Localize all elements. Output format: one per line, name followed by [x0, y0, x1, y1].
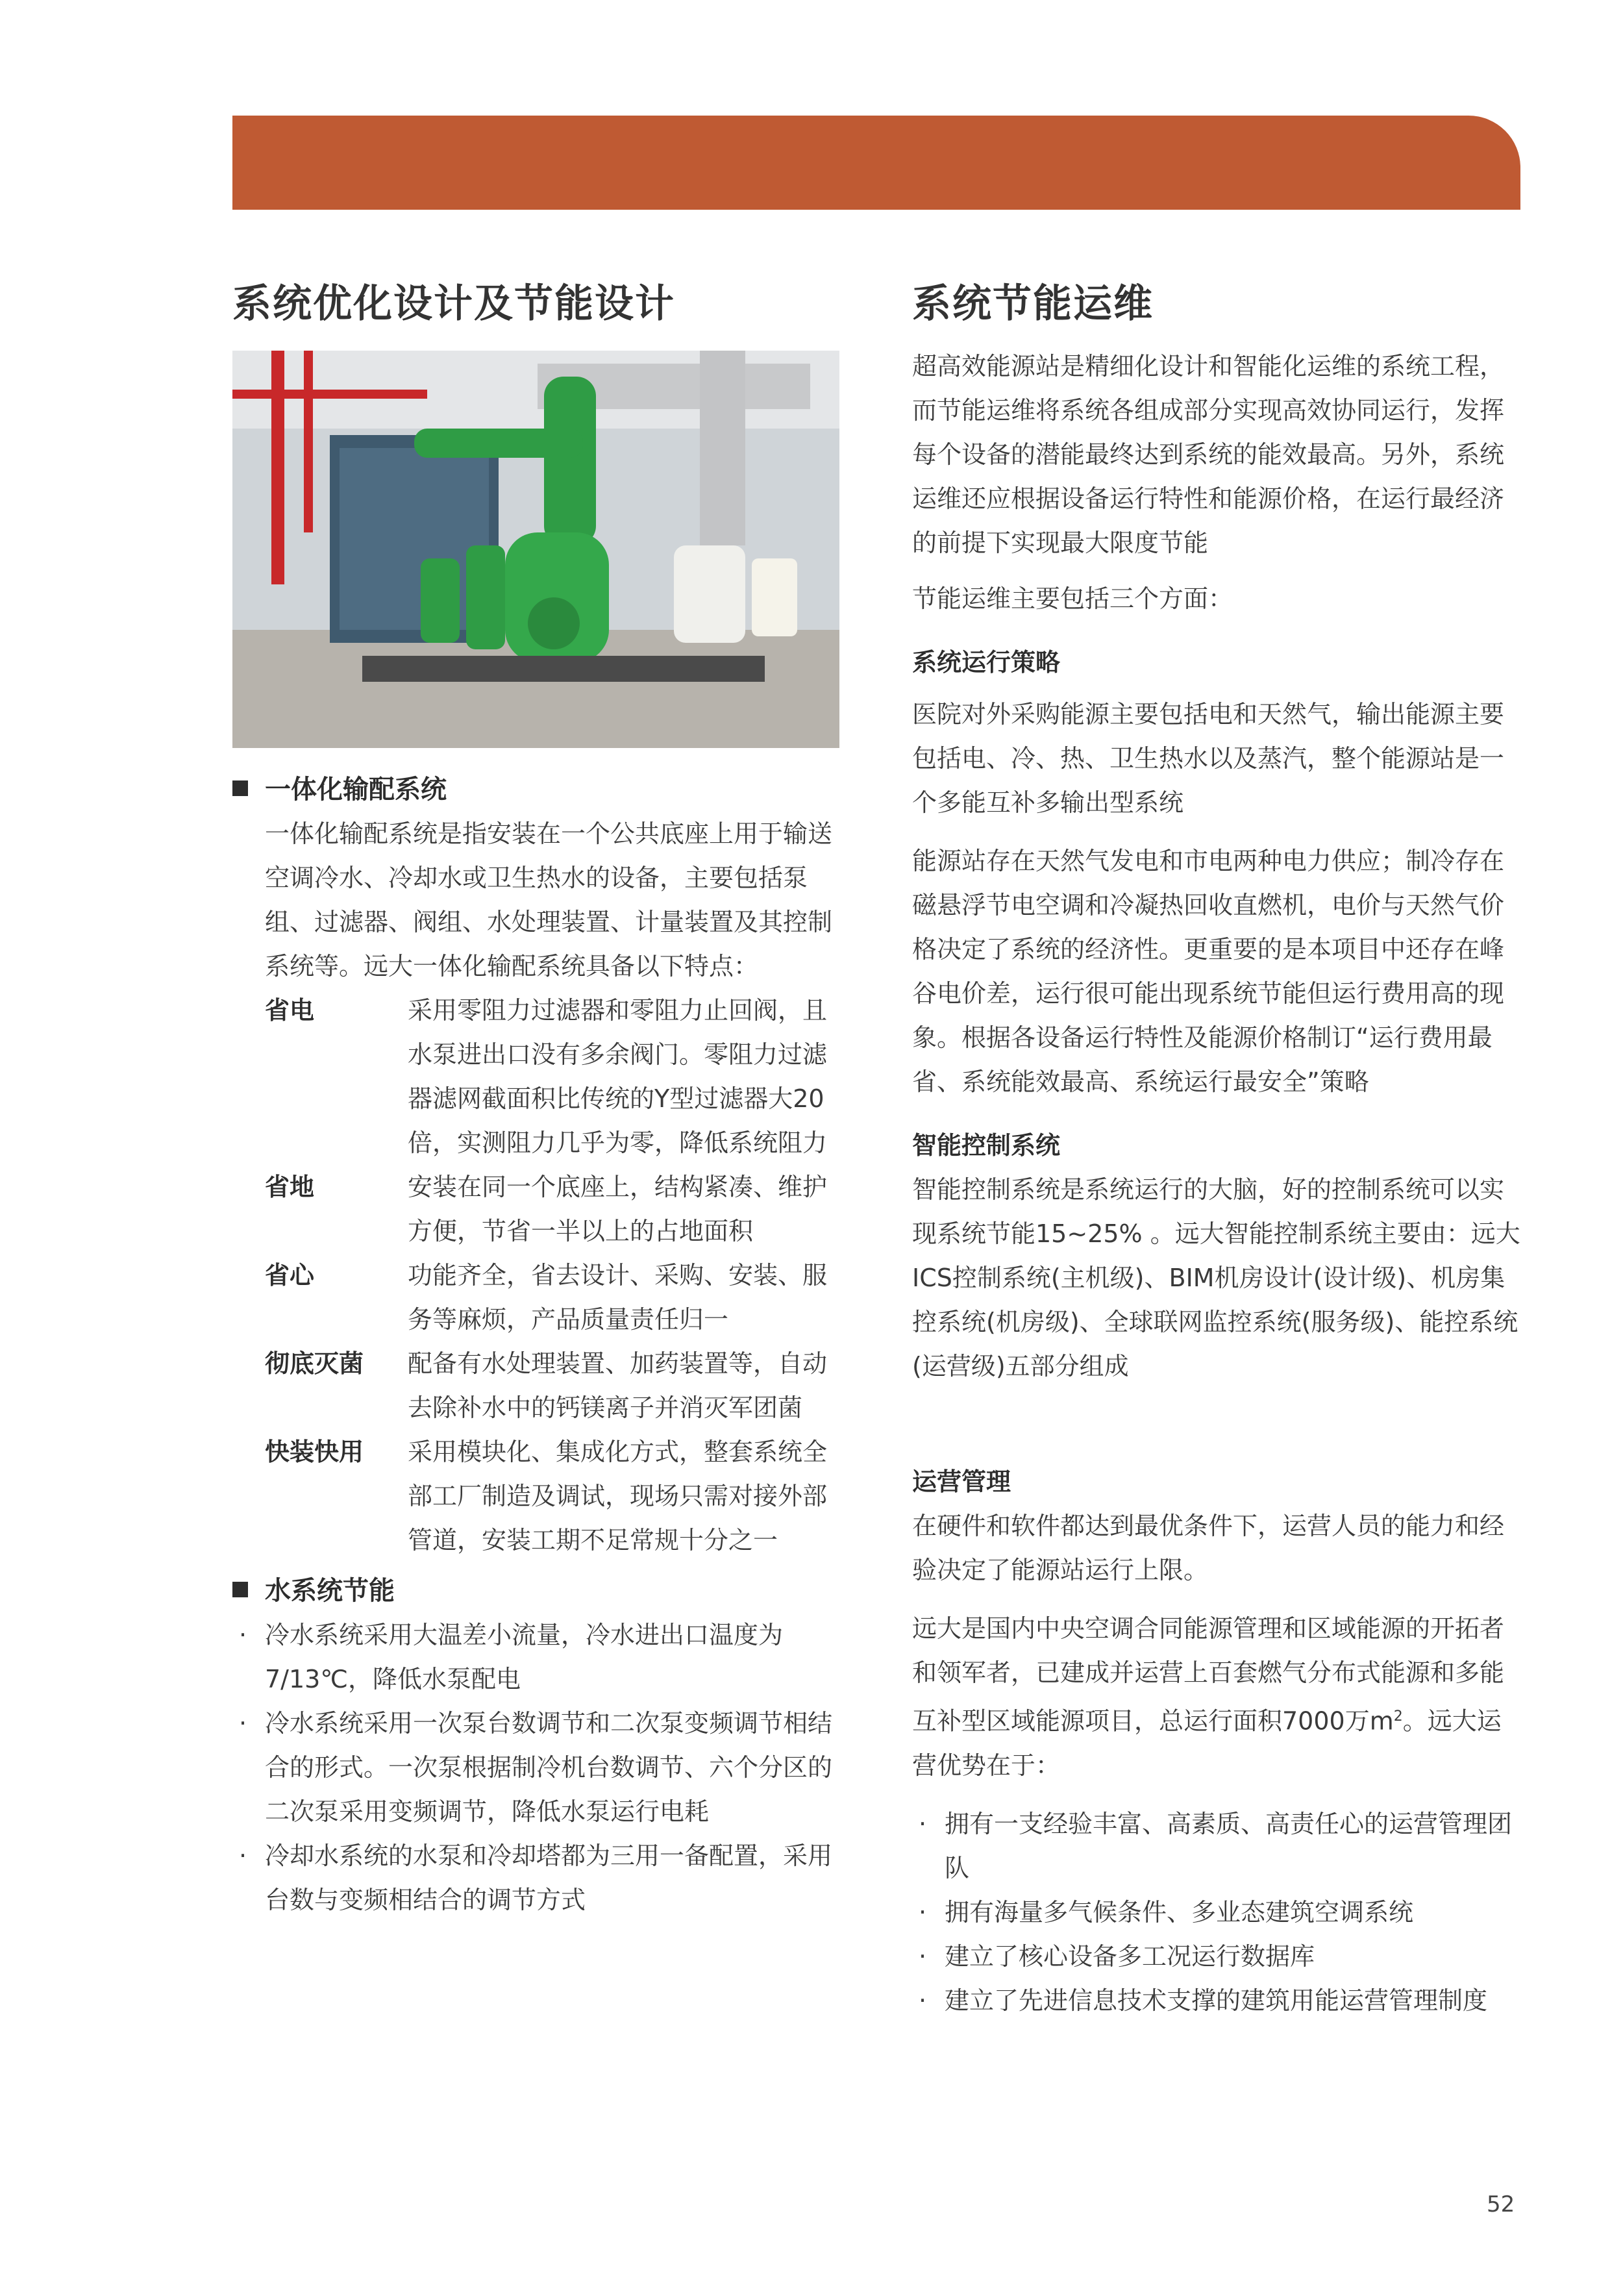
ops-p2-tail: 。远大运营优势在于：	[912, 1706, 1502, 1780]
feature-desc: 采用零阻力过滤器和零阻力止回阀，且水泵进出口没有多余阀门。零阻力过滤器滤网截面积比传统的Y型过滤器大20倍，实测阻力几乎为零，降低系统阻力	[408, 996, 828, 1157]
section-title-transmission	[232, 767, 843, 812]
feature-desc: 采用模块化、集成化方式，整套系统全部工厂制造及调试，现场只需对接外部管道，安装工期不足常规十分之一	[408, 1438, 828, 1554]
bullet-dot-icon: ·	[239, 1709, 247, 1738]
bullet-dot-icon: ·	[239, 1621, 247, 1649]
section-title-text: 水系统节能	[265, 1576, 395, 1606]
bullet-item	[232, 1613, 843, 1701]
feature-term: 省地	[265, 1173, 315, 1201]
equipment-photo-illustration	[232, 351, 839, 748]
bullet-text: 冷水系统采用大温差小流量，冷水进出口温度为7/13℃，降低水泵配电	[265, 1621, 784, 1693]
transmission-intro: 一体化输配系统是指安装在一个公共底座上用于输送空调冷水、冷却水或卫生热水的设备，主要包括泵组、过滤器、阀组、水处理装置、计量装置及其控制系统等。远大一体化输配系统具备以下特点：	[265, 819, 833, 980]
ops-p1: 在硬件和软件都达到最优条件下，运营人员的能力和经验决定了能源站运行上限。	[912, 1512, 1505, 1584]
left-column	[232, 273, 843, 1922]
bullet-item	[232, 1834, 843, 1922]
om-intro: 超高效能源站是精细化设计和智能化运维的系统工程，而节能运维将系统各组成部分实现高效协同运行，发挥每个设备的潜能最终达到系统的能效最高。另外，系统运维还应根据设备运行特性和能源价格，在运行最经济的前提下实现最大限度节能	[912, 352, 1505, 557]
feature-item	[265, 1430, 843, 1562]
bullet-item	[912, 1890, 1522, 1934]
feature-desc: 功能齐全，省去设计、采购、安装、服务等麻烦，产品质量责任归一	[408, 1261, 828, 1334]
control-title: 智能控制系统	[912, 1131, 1061, 1160]
bullet-text: 建立了先进信息技术支撑的建筑用能运营管理制度	[945, 1986, 1488, 2015]
bullet-item	[912, 1978, 1522, 2023]
bullet-text: 建立了核心设备多工况运行数据库	[945, 1941, 1315, 1971]
strategy-p2: 能源站存在天然气发电和市电两种电力供应；制冷存在磁悬浮节电空调和冷凝热回收直燃机，电价与天然气价格决定了系统的经济性。更重要的是本项目中还存在峰谷电价差，运行很可能出现系统节能但运行费用高的现象。根据各设备运行特性及能源价格制订“运行费用最省、系统能效最高、系统运行最安全”策略	[912, 847, 1505, 1096]
bullet-dot-icon: ·	[919, 1986, 927, 2015]
control-p: 智能控制系统是系统运行的大脑，好的控制系统可以实现系统节能15~25% 。远大智能控制系统主要由：远大ICS控制系统(主机级)、BIM机房设计(设计级)、机房集控系统(机房级)、全球联网监控系统(服务级)、能控系统(运营级)五部分组成	[912, 1175, 1520, 1380]
ops-p2	[912, 1606, 1522, 1788]
feature-desc: 配备有水处理装置、加药装置等，自动去除补水中的钙镁离子并消灭军团菌	[408, 1349, 828, 1422]
square-bullet-icon	[232, 780, 248, 796]
equipment-photo	[232, 351, 839, 748]
bullet-dot-icon: ·	[239, 1841, 247, 1870]
feature-item	[265, 1165, 843, 1253]
right-column	[912, 273, 1522, 2023]
left-heading: 系统优化设计及节能设计	[232, 281, 675, 327]
page-number: 52	[1487, 2191, 1515, 2217]
right-heading: 系统节能运维	[912, 281, 1154, 327]
feature-item	[265, 988, 843, 1165]
ops-p2-superscript: 2	[1393, 1708, 1403, 1725]
transmission-body	[232, 812, 843, 1562]
square-bullet-icon	[232, 1582, 248, 1597]
feature-term: 彻底灭菌	[265, 1349, 364, 1378]
water-bullet-list	[232, 1613, 843, 1922]
feature-desc: 安装在同一个底座上，结构紧凑、维护方便，节省一半以上的占地面积	[408, 1173, 828, 1245]
bullet-text: 冷水系统采用一次泵台数调节和二次泵变频调节相结合的形式。一次泵根据制冷机台数调节、六个分区的二次泵采用变频调节，降低水泵运行电耗	[265, 1709, 833, 1826]
feature-term: 省心	[265, 1261, 315, 1290]
bullet-item	[912, 1934, 1522, 1978]
bullet-text: 拥有一支经验丰富、高素质、高责任心的运营管理团队	[945, 1809, 1513, 1882]
bullet-dot-icon: ·	[919, 1809, 927, 1838]
section-title-water-saving	[232, 1569, 843, 1613]
feature-item	[265, 1253, 843, 1341]
feature-term: 省电	[265, 996, 315, 1025]
om-lead: 节能运维主要包括三个方面：	[912, 584, 1233, 613]
strategy-p1: 医院对外采购能源主要包括电和天然气，输出能源主要包括电、冷、热、卫生热水以及蒸汽，整个能源站是一个多能互补多输出型系统	[912, 700, 1505, 817]
bullet-dot-icon: ·	[919, 1941, 927, 1971]
bullet-item	[912, 1802, 1522, 1890]
strategy-title: 系统运行策略	[912, 648, 1061, 677]
feature-item	[265, 1341, 843, 1430]
bullet-item	[232, 1701, 843, 1834]
ops-bullet-list	[912, 1802, 1522, 2023]
ops-p2-text: 远大是国内中央空调合同能源管理和区域能源的开拓者和领军者，已建成并运营上百套燃气分布式能源和多能互补型区域能源项目，总运行面积7000万m	[912, 1614, 1505, 1736]
ops-title: 运营管理	[912, 1467, 1011, 1496]
bullet-text: 拥有海量多气候条件、多业态建筑空调系统	[945, 1897, 1414, 1927]
bullet-dot-icon: ·	[919, 1897, 927, 1927]
feature-term: 快装快用	[265, 1438, 364, 1466]
header-banner	[232, 116, 1520, 210]
bullet-text: 冷却水系统的水泵和冷却塔都为三用一备配置，采用台数与变频相结合的调节方式	[265, 1841, 833, 1914]
section-title-text: 一体化输配系统	[265, 775, 447, 805]
feature-list	[265, 988, 843, 1562]
